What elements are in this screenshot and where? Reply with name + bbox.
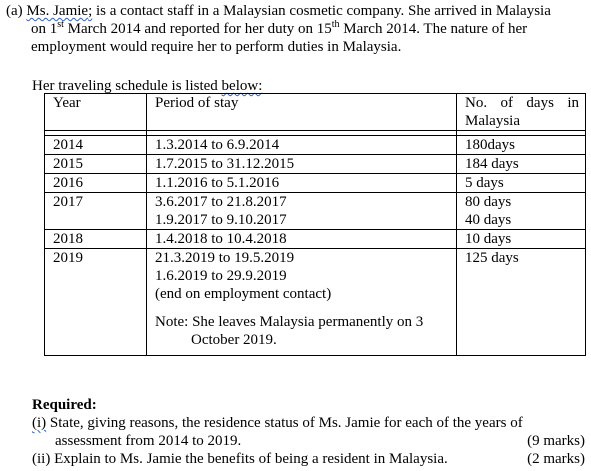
cell-year: 2019	[45, 249, 147, 356]
cell-year: 2017	[45, 193, 147, 230]
cell-year: 2016	[45, 174, 147, 193]
intro-line-1	[6, 2, 584, 20]
table-row	[45, 174, 586, 193]
required-item-1	[32, 414, 585, 432]
cell-days: 184 days	[457, 155, 586, 174]
cell-days: 125 days	[457, 249, 586, 356]
table-row	[45, 155, 586, 174]
note-line-1: Note: She leaves Malaysia permanently on 3	[155, 314, 424, 330]
cell-period: 1.4.2018 to 10.4.2018	[147, 230, 457, 249]
header-period: Period of stay	[147, 94, 457, 131]
person-name-punct: ;	[88, 3, 93, 19]
cell-period: 1.3.2014 to 6.9.2014	[147, 136, 457, 155]
days-line: 80 days	[465, 194, 512, 210]
days-line: 40 days	[465, 212, 512, 228]
question-label: (a)	[6, 3, 23, 19]
period-line: (end on employment contact)	[155, 286, 332, 302]
item-1-line-1: State, giving reasons, the residence status of Ms. Jamie for each of the years of	[46, 415, 523, 431]
cell-period	[147, 193, 457, 230]
required-item-2	[32, 450, 585, 468]
period-line: 3.6.2017 to 21.8.2017	[155, 194, 287, 210]
cell-days: 180days	[457, 136, 586, 155]
header-days-line2: Malaysia	[465, 113, 520, 129]
item-1-marks: (9 marks)	[527, 433, 585, 449]
ordinal-st: st	[57, 19, 64, 30]
table-header-row	[45, 94, 586, 131]
cell-period: 1.7.2015 to 31.12.2015	[147, 155, 457, 174]
note-line-2: October 2019.	[191, 332, 277, 348]
ordinal-th: th	[331, 19, 340, 30]
intro-line-2	[6, 20, 584, 38]
travel-schedule-table	[44, 93, 586, 356]
required-item-1-cont	[32, 432, 585, 450]
item-2-text: (ii) Explain to Ms. Jamie the benefits of being a resident in Malaysia.	[32, 451, 448, 467]
intro-line-2-c: March 2014. The nature of her	[339, 21, 528, 37]
table-caption-b: below:	[221, 78, 263, 94]
cell-days: 10 days	[457, 230, 586, 249]
table-row	[45, 136, 586, 155]
table-row	[45, 230, 586, 249]
person-name-text: Ms. Jamie	[26, 3, 89, 19]
cell-bottom-space	[155, 349, 456, 355]
table-caption-a: Her traveling schedule is listed	[32, 78, 222, 94]
item-2-marks: (2 marks)	[527, 451, 585, 467]
header-year: Year	[45, 94, 147, 131]
cell-year: 2015	[45, 155, 147, 174]
intro-line-2-b: March 2014 and reported for her duty on 15	[63, 21, 332, 37]
intro-line-2-a: on 1	[31, 21, 58, 37]
item-1-label: (i)	[32, 415, 47, 431]
table-row	[45, 193, 586, 230]
cell-period	[147, 249, 457, 356]
header-days	[457, 94, 586, 131]
required-title: Required:	[32, 397, 97, 413]
period-line: 21.3.2019 to 19.5.2019	[155, 250, 295, 266]
question-intro	[6, 2, 584, 56]
person-name	[26, 3, 92, 19]
intro-line-3: employment would require her to perform duties in Malaysia.	[31, 39, 402, 55]
item-1-line-2: assessment from 2014 to 2019.	[55, 433, 242, 449]
table-row	[45, 249, 586, 356]
period-line: 1.6.2019 to 29.9.2019	[155, 268, 287, 284]
header-days-line1: No. of days in	[465, 95, 579, 111]
required-section	[32, 396, 585, 468]
period-line: 1.9.2017 to 9.10.2017	[155, 212, 287, 228]
cell-year: 2014	[45, 136, 147, 155]
cell-days: 5 days	[457, 174, 586, 193]
cell-days	[457, 193, 586, 230]
cell-year: 2018	[45, 230, 147, 249]
intro-line-1-text: is a contact staff in a Malaysian cosmetic company. She arrived in Malaysia	[92, 3, 551, 19]
cell-period: 1.1.2016 to 5.1.2016	[147, 174, 457, 193]
